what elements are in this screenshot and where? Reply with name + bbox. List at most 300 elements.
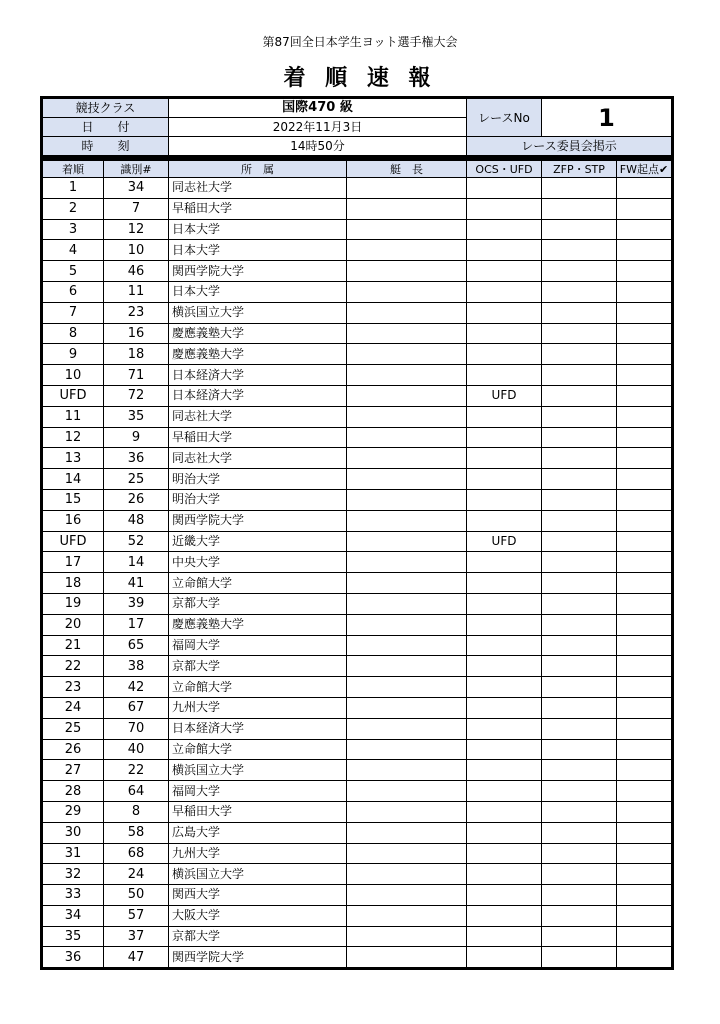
table-row: [43, 489, 672, 510]
skipper-cell: [347, 178, 467, 199]
skipper-cell: [347, 406, 467, 427]
fw-start-cell: [617, 365, 672, 386]
skipper-cell: [347, 344, 467, 365]
place-cell: 35: [43, 926, 104, 947]
col-fw-start: FW起点✔: [617, 161, 672, 178]
ocs-ufd-cell: [467, 510, 542, 531]
race-info-table: [42, 98, 672, 156]
affiliation-cell: 日本大学: [169, 281, 347, 302]
place-cell: 14: [43, 469, 104, 490]
col-place: 着順: [43, 161, 104, 178]
affiliation-cell: 慶應義塾大学: [169, 614, 347, 635]
fw-start-cell: [617, 781, 672, 802]
id-cell: 50: [104, 885, 169, 906]
col-ocs-ufd: OCS・UFD: [467, 161, 542, 178]
col-affiliation: 所 属: [169, 161, 347, 178]
place-cell: 4: [43, 240, 104, 261]
table-row: [43, 593, 672, 614]
affiliation-cell: 日本経済大学: [169, 385, 347, 406]
id-cell: 38: [104, 656, 169, 677]
results-header-row: [43, 161, 672, 178]
place-cell: 7: [43, 302, 104, 323]
zfp-stp-cell: [542, 531, 617, 552]
date-value: 2022年11月3日: [169, 118, 467, 137]
place-cell: 22: [43, 656, 104, 677]
skipper-cell: [347, 614, 467, 635]
zfp-stp-cell: [542, 240, 617, 261]
ocs-ufd-cell: [467, 656, 542, 677]
place-cell: 12: [43, 427, 104, 448]
fw-start-cell: [617, 573, 672, 594]
place-cell: 29: [43, 801, 104, 822]
table-row: [43, 926, 672, 947]
zfp-stp-cell: [542, 448, 617, 469]
zfp-stp-cell: [542, 947, 617, 968]
id-cell: 52: [104, 531, 169, 552]
id-cell: 71: [104, 365, 169, 386]
affiliation-cell: 近畿大学: [169, 531, 347, 552]
table-row: [43, 385, 672, 406]
id-cell: 39: [104, 593, 169, 614]
ocs-ufd-cell: UFD: [467, 531, 542, 552]
table-row: [43, 885, 672, 906]
ocs-ufd-cell: [467, 905, 542, 926]
zfp-stp-cell: [542, 926, 617, 947]
zfp-stp-cell: [542, 635, 617, 656]
id-cell: 8: [104, 801, 169, 822]
table-row: [43, 469, 672, 490]
affiliation-cell: 九州大学: [169, 843, 347, 864]
zfp-stp-cell: [542, 344, 617, 365]
zfp-stp-cell: [542, 801, 617, 822]
id-cell: 47: [104, 947, 169, 968]
id-cell: 36: [104, 448, 169, 469]
ocs-ufd-cell: [467, 926, 542, 947]
id-cell: 46: [104, 261, 169, 282]
id-cell: 72: [104, 385, 169, 406]
ocs-ufd-cell: [467, 552, 542, 573]
affiliation-cell: 横浜国立大学: [169, 302, 347, 323]
fw-start-cell: [617, 635, 672, 656]
zfp-stp-cell: [542, 781, 617, 802]
affiliation-cell: 大阪大学: [169, 905, 347, 926]
id-cell: 14: [104, 552, 169, 573]
fw-start-cell: [617, 926, 672, 947]
ocs-ufd-cell: [467, 864, 542, 885]
zfp-stp-cell: [542, 718, 617, 739]
id-cell: 68: [104, 843, 169, 864]
ocs-ufd-cell: [467, 718, 542, 739]
place-cell: 5: [43, 261, 104, 282]
fw-start-cell: [617, 427, 672, 448]
fw-start-cell: [617, 198, 672, 219]
fw-start-cell: [617, 718, 672, 739]
skipper-cell: [347, 760, 467, 781]
place-cell: 6: [43, 281, 104, 302]
fw-start-cell: [617, 281, 672, 302]
place-cell: 8: [43, 323, 104, 344]
table-row: [43, 198, 672, 219]
document-title: 着 順 速 報: [283, 66, 437, 91]
affiliation-cell: 明治大学: [169, 469, 347, 490]
fw-start-cell: [617, 531, 672, 552]
id-cell: 41: [104, 573, 169, 594]
fw-start-cell: [617, 261, 672, 282]
zfp-stp-cell: [542, 843, 617, 864]
zfp-stp-cell: [542, 739, 617, 760]
zfp-stp-cell: [542, 614, 617, 635]
skipper-cell: [347, 427, 467, 448]
id-cell: 9: [104, 427, 169, 448]
affiliation-cell: 同志社大学: [169, 178, 347, 199]
zfp-stp-cell: [542, 427, 617, 448]
skipper-cell: [347, 697, 467, 718]
table-row: [43, 219, 672, 240]
fw-start-cell: [617, 947, 672, 968]
id-cell: 10: [104, 240, 169, 261]
table-row: [43, 697, 672, 718]
fw-start-cell: [617, 552, 672, 573]
id-cell: 37: [104, 926, 169, 947]
table-row: [43, 656, 672, 677]
race-no-value: 1: [542, 99, 672, 137]
fw-start-cell: [617, 677, 672, 698]
place-cell: 2: [43, 198, 104, 219]
id-cell: 12: [104, 219, 169, 240]
skipper-cell: [347, 843, 467, 864]
table-row: [43, 843, 672, 864]
zfp-stp-cell: [542, 656, 617, 677]
affiliation-cell: 慶應義塾大学: [169, 323, 347, 344]
skipper-cell: [347, 864, 467, 885]
place-cell: 1: [43, 178, 104, 199]
id-cell: 23: [104, 302, 169, 323]
skipper-cell: [347, 552, 467, 573]
zfp-stp-cell: [542, 219, 617, 240]
place-cell: 3: [43, 219, 104, 240]
id-cell: 70: [104, 718, 169, 739]
table-row: [43, 947, 672, 968]
ocs-ufd-cell: UFD: [467, 385, 542, 406]
table-row: [43, 323, 672, 344]
affiliation-cell: 日本経済大学: [169, 365, 347, 386]
ocs-ufd-cell: [467, 801, 542, 822]
id-cell: 67: [104, 697, 169, 718]
affiliation-cell: 日本経済大学: [169, 718, 347, 739]
affiliation-cell: 広島大学: [169, 822, 347, 843]
col-zfp-stp: ZFP・STP: [542, 161, 617, 178]
table-row: [43, 281, 672, 302]
id-cell: 17: [104, 614, 169, 635]
fw-start-cell: [617, 469, 672, 490]
ocs-ufd-cell: [467, 427, 542, 448]
affiliation-cell: 同志社大学: [169, 406, 347, 427]
ocs-ufd-cell: [467, 635, 542, 656]
ocs-ufd-cell: [467, 365, 542, 386]
table-row: [43, 531, 672, 552]
place-cell: 34: [43, 905, 104, 926]
table-row: [43, 448, 672, 469]
ocs-ufd-cell: [467, 614, 542, 635]
place-cell: 23: [43, 677, 104, 698]
ocs-ufd-cell: [467, 240, 542, 261]
affiliation-cell: 日本大学: [169, 240, 347, 261]
col-id: 識別#: [104, 161, 169, 178]
place-cell: 27: [43, 760, 104, 781]
ocs-ufd-cell: [467, 760, 542, 781]
zfp-stp-cell: [542, 178, 617, 199]
place-cell: 24: [43, 697, 104, 718]
place-cell: 25: [43, 718, 104, 739]
affiliation-cell: 慶應義塾大学: [169, 344, 347, 365]
zfp-stp-cell: [542, 489, 617, 510]
affiliation-cell: 関西学院大学: [169, 947, 347, 968]
ocs-ufd-cell: [467, 406, 542, 427]
skipper-cell: [347, 323, 467, 344]
place-cell: 31: [43, 843, 104, 864]
id-cell: 16: [104, 323, 169, 344]
id-cell: 24: [104, 864, 169, 885]
place-cell: 36: [43, 947, 104, 968]
skipper-cell: [347, 739, 467, 760]
skipper-cell: [347, 593, 467, 614]
place-cell: 15: [43, 489, 104, 510]
fw-start-cell: [617, 385, 672, 406]
zfp-stp-cell: [542, 760, 617, 781]
fw-start-cell: [617, 344, 672, 365]
affiliation-cell: 関西学院大学: [169, 261, 347, 282]
fw-start-cell: [617, 697, 672, 718]
time-value: 14時50分: [169, 137, 467, 156]
id-cell: 65: [104, 635, 169, 656]
table-row: [43, 635, 672, 656]
skipper-cell: [347, 947, 467, 968]
ocs-ufd-cell: [467, 178, 542, 199]
affiliation-cell: 中央大学: [169, 552, 347, 573]
zfp-stp-cell: [542, 552, 617, 573]
zfp-stp-cell: [542, 593, 617, 614]
fw-start-cell: [617, 489, 672, 510]
ocs-ufd-cell: [467, 739, 542, 760]
place-cell: 32: [43, 864, 104, 885]
fw-start-cell: [617, 323, 672, 344]
table-row: [43, 573, 672, 594]
skipper-cell: [347, 573, 467, 594]
fw-start-cell: [617, 843, 672, 864]
ocs-ufd-cell: [467, 448, 542, 469]
id-cell: 18: [104, 344, 169, 365]
skipper-cell: [347, 219, 467, 240]
affiliation-cell: 早稲田大学: [169, 801, 347, 822]
table-row: [43, 365, 672, 386]
ocs-ufd-cell: [467, 261, 542, 282]
table-row: [43, 302, 672, 323]
zfp-stp-cell: [542, 365, 617, 386]
skipper-cell: [347, 635, 467, 656]
affiliation-cell: 福岡大学: [169, 781, 347, 802]
place-cell: UFD: [43, 385, 104, 406]
id-cell: 40: [104, 739, 169, 760]
place-cell: 33: [43, 885, 104, 906]
ocs-ufd-cell: [467, 697, 542, 718]
id-cell: 26: [104, 489, 169, 510]
table-row: [43, 178, 672, 199]
fw-start-cell: [617, 448, 672, 469]
ocs-ufd-cell: [467, 219, 542, 240]
fw-start-cell: [617, 219, 672, 240]
zfp-stp-cell: [542, 469, 617, 490]
skipper-cell: [347, 261, 467, 282]
affiliation-cell: 日本大学: [169, 219, 347, 240]
table-row: [43, 677, 672, 698]
place-cell: 16: [43, 510, 104, 531]
id-cell: 25: [104, 469, 169, 490]
event-title: 第87回全日本学生ヨット選手権大会: [262, 35, 458, 49]
skipper-cell: [347, 281, 467, 302]
skipper-cell: [347, 240, 467, 261]
place-cell: 17: [43, 552, 104, 573]
race-no-label: レースNo: [467, 99, 542, 137]
skipper-cell: [347, 926, 467, 947]
zfp-stp-cell: [542, 385, 617, 406]
ocs-ufd-cell: [467, 281, 542, 302]
ocs-ufd-cell: [467, 593, 542, 614]
affiliation-cell: 早稲田大学: [169, 427, 347, 448]
zfp-stp-cell: [542, 510, 617, 531]
ocs-ufd-cell: [467, 302, 542, 323]
fw-start-cell: [617, 510, 672, 531]
table-row: [43, 261, 672, 282]
fw-start-cell: [617, 614, 672, 635]
results-body: [43, 178, 672, 968]
zfp-stp-cell: [542, 822, 617, 843]
fw-start-cell: [617, 739, 672, 760]
place-cell: 9: [43, 344, 104, 365]
zfp-stp-cell: [542, 573, 617, 594]
zfp-stp-cell: [542, 198, 617, 219]
class-value: 国際470 級: [169, 99, 467, 118]
skipper-cell: [347, 656, 467, 677]
fw-start-cell: [617, 593, 672, 614]
skipper-cell: [347, 822, 467, 843]
table-row: [43, 427, 672, 448]
table-row: [43, 864, 672, 885]
time-label: 時 刻: [43, 137, 169, 156]
table-row: [43, 760, 672, 781]
affiliation-cell: 福岡大学: [169, 635, 347, 656]
table-row: [43, 822, 672, 843]
place-cell: 11: [43, 406, 104, 427]
fw-start-cell: [617, 905, 672, 926]
affiliation-cell: 関西学院大学: [169, 510, 347, 531]
affiliation-cell: 立命館大学: [169, 739, 347, 760]
table-row: [43, 801, 672, 822]
fw-start-cell: [617, 822, 672, 843]
zfp-stp-cell: [542, 677, 617, 698]
affiliation-cell: 立命館大学: [169, 677, 347, 698]
skipper-cell: [347, 510, 467, 531]
table-row: [43, 344, 672, 365]
ocs-ufd-cell: [467, 843, 542, 864]
skipper-cell: [347, 448, 467, 469]
fw-start-cell: [617, 885, 672, 906]
id-cell: 58: [104, 822, 169, 843]
fw-start-cell: [617, 302, 672, 323]
skipper-cell: [347, 718, 467, 739]
id-cell: 34: [104, 178, 169, 199]
fw-start-cell: [617, 406, 672, 427]
affiliation-cell: 同志社大学: [169, 448, 347, 469]
id-cell: 11: [104, 281, 169, 302]
ocs-ufd-cell: [467, 323, 542, 344]
table-row: [43, 739, 672, 760]
table-row: [43, 406, 672, 427]
place-cell: 10: [43, 365, 104, 386]
zfp-stp-cell: [542, 406, 617, 427]
fw-start-cell: [617, 656, 672, 677]
zfp-stp-cell: [542, 697, 617, 718]
ocs-ufd-cell: [467, 947, 542, 968]
skipper-cell: [347, 302, 467, 323]
id-cell: 48: [104, 510, 169, 531]
ocs-ufd-cell: [467, 489, 542, 510]
ocs-ufd-cell: [467, 198, 542, 219]
id-cell: 57: [104, 905, 169, 926]
fw-start-cell: [617, 864, 672, 885]
skipper-cell: [347, 469, 467, 490]
table-row: [43, 781, 672, 802]
ocs-ufd-cell: [467, 885, 542, 906]
skipper-cell: [347, 489, 467, 510]
fw-start-cell: [617, 760, 672, 781]
skipper-cell: [347, 365, 467, 386]
date-label: 日 付: [43, 118, 169, 137]
skipper-cell: [347, 385, 467, 406]
place-cell: 20: [43, 614, 104, 635]
ocs-ufd-cell: [467, 469, 542, 490]
affiliation-cell: 九州大学: [169, 697, 347, 718]
fw-start-cell: [617, 240, 672, 261]
table-row: [43, 905, 672, 926]
ocs-ufd-cell: [467, 822, 542, 843]
id-cell: 7: [104, 198, 169, 219]
skipper-cell: [347, 531, 467, 552]
table-row: [43, 510, 672, 531]
ocs-ufd-cell: [467, 677, 542, 698]
zfp-stp-cell: [542, 323, 617, 344]
ocs-ufd-cell: [467, 781, 542, 802]
results-table: [42, 160, 672, 968]
zfp-stp-cell: [542, 302, 617, 323]
affiliation-cell: 京都大学: [169, 593, 347, 614]
table-row: [43, 614, 672, 635]
col-skipper: 艇 長: [347, 161, 467, 178]
place-cell: 30: [43, 822, 104, 843]
fw-start-cell: [617, 801, 672, 822]
zfp-stp-cell: [542, 261, 617, 282]
affiliation-cell: 早稲田大学: [169, 198, 347, 219]
zfp-stp-cell: [542, 885, 617, 906]
zfp-stp-cell: [542, 864, 617, 885]
committee-label: レース委員会掲示: [467, 137, 672, 156]
affiliation-cell: 立命館大学: [169, 573, 347, 594]
zfp-stp-cell: [542, 905, 617, 926]
skipper-cell: [347, 677, 467, 698]
affiliation-cell: 横浜国立大学: [169, 864, 347, 885]
affiliation-cell: 京都大学: [169, 926, 347, 947]
place-cell: 26: [43, 739, 104, 760]
place-cell: 28: [43, 781, 104, 802]
